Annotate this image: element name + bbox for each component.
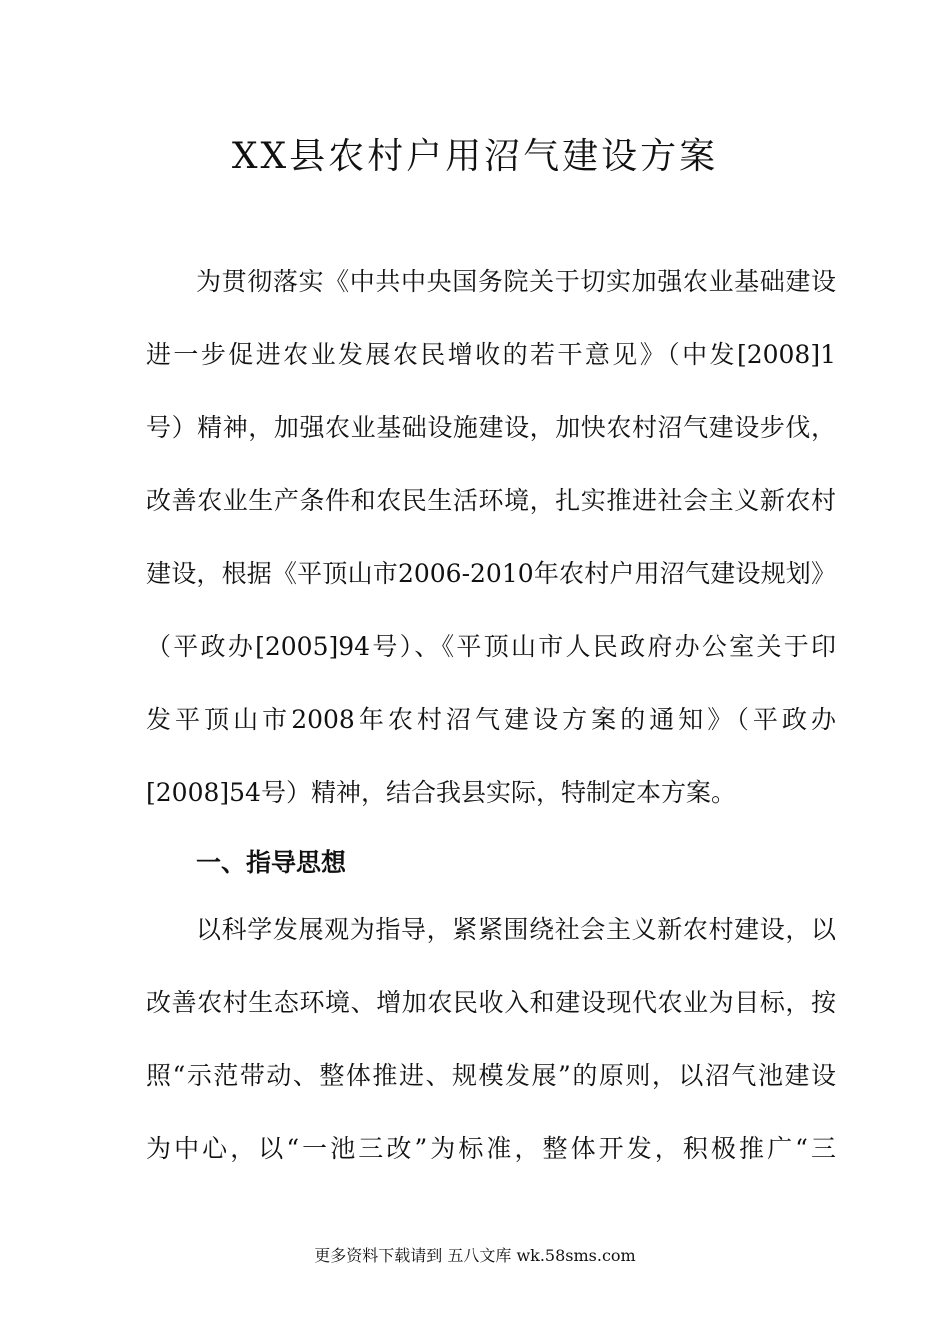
paragraph-2-line-1: 以科学发展观为指导，紧紧围绕社会主义新农村建设，以 xyxy=(196,915,836,944)
section-heading-guiding-ideology: 一、指导思想 xyxy=(196,848,347,877)
footer-text: 更多资料下载请到 五八文库 wk.58sms.com xyxy=(314,1246,636,1265)
paragraph-2-line-4: 为中心，以“一池三改”为标准，整体开发，积极推广“三 xyxy=(146,1134,836,1163)
paragraph-1-line-2: 进一步促进农业发展农民增收的若干意见》（中发[2008]1 xyxy=(146,340,836,369)
paragraph-2-line-2: 改善农村生态环境、增加农民收入和建设现代农业为目标，按 xyxy=(146,988,836,1017)
paragraph-1-line-8: [2008]54号）精神，结合我县实际，特制定本方案。 xyxy=(146,778,736,807)
paragraph-1-line-7: 发平顶山市2008年农村沼气建设方案的通知》（平政办 xyxy=(146,705,836,734)
paragraph-1-line-6: （平政办[2005]94号）、《平顶山市人民政府办公室关于印 xyxy=(146,632,836,661)
paragraph-1-line-1: 为贯彻落实《中共中央国务院关于切实加强农业基础建设 xyxy=(196,267,836,296)
paragraph-2-line-3: 照“示范带动、整体推进、规模发展”的原则，以沼气池建设 xyxy=(146,1061,836,1090)
document-title: XX县农村户用沼气建设方案 xyxy=(231,136,719,177)
paragraph-1-line-4: 改善农业生产条件和农民生活环境，扎实推进社会主义新农村 xyxy=(146,486,836,515)
paragraph-1-line-5: 建设，根据《平顶山市2006-2010年农村户用沼气建设规划》 xyxy=(146,559,836,588)
paragraph-1-line-3: 号）精神，加强农业基础设施建设，加快农村沼气建设步伐， xyxy=(146,413,836,442)
